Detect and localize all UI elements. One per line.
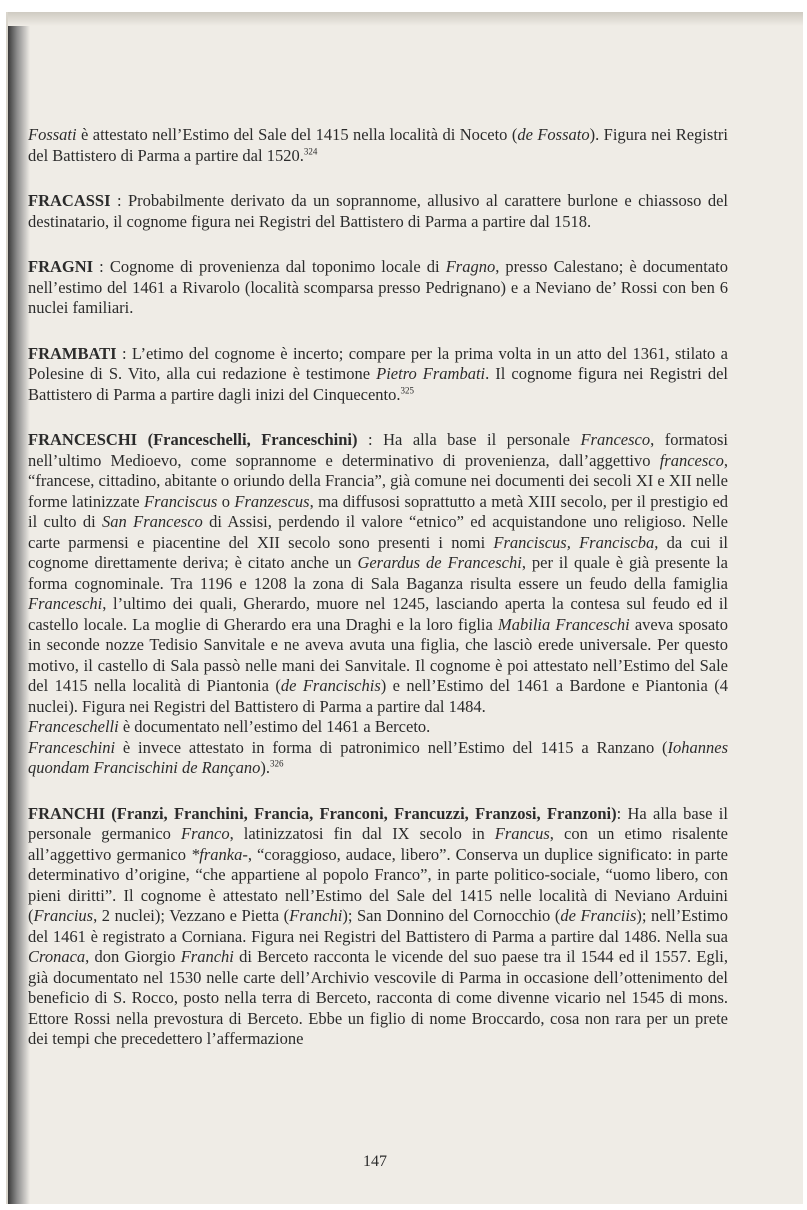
italic-term: Iohannes quondam Francischini de Rançano xyxy=(28,737,728,777)
text-run: di Berceto racconta le vicende del suo paese tra il 1544 ed il 1557. Egli, già documentato nel 1530 nelle carte dell’Archivio vescovile di Parma in occasione dell’ottenimento del beneficio di S. Rocco, posto nella terra di Berceto, racconta di come divenne vicario nel 1545 di mons. Ettore Rossi nella prevostura di Berceto. Ebbe un figlio di nome Broccardo, cosa non rara per un prete dei tempi che precedettero l’affermazione xyxy=(28,947,729,1048)
italic-term: Franchi xyxy=(289,906,343,925)
text-run: : Ha alla base il personale germanico xyxy=(28,803,728,843)
text-run: , 2 nuclei); Vezzano e Pietta ( xyxy=(93,906,290,925)
entry-lemma: FRAMBATI xyxy=(28,343,117,363)
italic-term: francesco xyxy=(659,450,724,470)
footnote-ref: 325 xyxy=(400,385,415,395)
text-run: . Il cognome figura nei Registri del Battistero di Parma a partire dagli inizi del Cinquecento. xyxy=(28,364,728,404)
entry-frambati xyxy=(28,344,728,406)
text-run: , con un etimo risalente all’aggettivo germanico xyxy=(28,824,728,864)
italic-term: Franceschini xyxy=(28,737,116,757)
text-run: , da cui il cognome direttamente deriva; è citato anche un xyxy=(28,532,728,572)
text-run: : Probabilmente derivato da un soprannome, allusivo al carattere burlone e chiassoso del destinatario, il cognome figura nei Registri del Battistero di Parma a partire dal 1518. xyxy=(28,191,728,231)
text-run: , latinizzatosi fin dal IX secolo in xyxy=(229,824,495,843)
footnote-ref: 324 xyxy=(303,146,318,156)
entry-fracassi xyxy=(28,191,728,232)
italic-term: Franceschelli xyxy=(28,717,119,736)
italic-term: Fossati xyxy=(28,125,77,144)
text-run: è invece attestato in forma di patronimico nell’Estimo del 1415 a Ranzano ( xyxy=(115,737,668,757)
text-run: di Assisi, perdendo il valore “etnico” ed acquistandone uno religioso. Nelle carte parmensi e piacentine del XII secolo sono presenti i nomi xyxy=(28,512,728,552)
italic-term: de Francischis xyxy=(280,676,381,695)
text-run: ); nell’Estimo del 1461 è registrato a Corniana. Figura nei Registri del Battistero di Parma a partire dal 1486. Nella sua xyxy=(28,906,728,946)
text-run: ) e nell’Estimo del 1461 a Bardone e Piantonia (4 nuclei). Figura nei Registri del Battistero di Parma a partire dal 1484. xyxy=(28,676,728,716)
text-run: è attestato nell’Estimo del Sale del 1415 nella località di Noceto ( xyxy=(76,125,518,144)
text-run: , don Giorgio xyxy=(85,947,181,966)
text-run: aveva sposato in seconde nozze Tedisio Sanvitale e ne aveva avuta una figlia, che lasciò erede universale. Per questo motivo, il castello di Sala passò nelle mani dei Sanvitale. Il cognome è poi attestato nell’Estimo del Sale del 1415 nella località di Piantonia ( xyxy=(28,614,728,695)
entry-franceschi-main xyxy=(28,430,728,717)
italic-term: de Franciis xyxy=(560,906,637,925)
footnote-ref: 326 xyxy=(269,758,284,769)
text-run: : L’etimo del cognome è incerto; compare per la prima volta in un atto del 1361, stilato a Polesine di S. Vito, alla cui redazione è testimone xyxy=(28,343,728,383)
italic-term: Francesco xyxy=(580,430,651,449)
entry-fragni xyxy=(28,257,728,319)
entry-franceschelli-note xyxy=(28,717,728,738)
entry-lemma: FRANCESCHI (Franceschelli, Franceschini) xyxy=(28,430,358,449)
italic-term: de Fossato xyxy=(517,125,590,144)
text-run: , per il quale è già presente la forma cognominale. Tra 1196 e 1208 la zona di Sala Baganza risulta essere un feudo della famiglia xyxy=(28,553,728,593)
text-run: : Ha alla base il personale xyxy=(357,430,581,449)
italic-term: Franciscus, Franciscba xyxy=(493,532,655,552)
italic-term: San Francesco xyxy=(102,512,203,531)
entry-franceschi xyxy=(28,430,728,779)
page-top-shadow xyxy=(8,12,803,26)
text-run: : Cognome di provenienza dal toponimo locale di xyxy=(93,257,446,276)
italic-term: Mabilia Franceschi xyxy=(498,614,630,634)
italic-term: Franzescus xyxy=(234,491,310,511)
italic-term: Franchi xyxy=(180,947,234,966)
text-run: , l’ultimo dei quali, Gherardo, muore nel 1245, lasciando aperta la contesa sul feudo ed il castello locale. La moglie di Gherardo era una Draghi e la loro figlia xyxy=(28,594,728,634)
entry-lemma: FRAGNI xyxy=(28,257,94,276)
italic-term: Fragno xyxy=(445,257,496,276)
italic-term: Francus xyxy=(494,824,550,843)
entry-lemma: FRACASSI xyxy=(28,191,111,210)
page-gutter-shadow xyxy=(8,12,30,1204)
italic-term: Francius xyxy=(33,906,94,925)
text-run: , “francese, cittadino, abitante o oriundo della Francia”, già comune nei documenti dei secoli XI e XII nelle forme latinizzate xyxy=(28,450,728,511)
text-run: , ma diffusosi soprattutto a metà XIII secolo, per il prestigio ed il culto di xyxy=(28,491,729,531)
italic-term: *franka- xyxy=(191,844,248,864)
entry-lemma: FRANCHI (Franzi, Franchini, Francia, Franconi, Francuzzi, Franzosi, Franzoni) xyxy=(28,803,617,823)
italic-term: Franceschi xyxy=(28,594,103,613)
book-page xyxy=(6,12,803,1204)
text-run: ); San Donnino del Cornocchio ( xyxy=(342,906,561,925)
italic-term: Franciscus xyxy=(144,491,218,511)
italic-term: Pietro Frambati xyxy=(376,364,486,383)
italic-term: Franco xyxy=(181,824,230,843)
entry-fossati-continuation xyxy=(28,125,728,166)
italic-term: Gerardus de Franceschi xyxy=(357,553,522,572)
text-run: , formatosi nell’ultimo Medioevo, come soprannome e determinativo di provenienza, dall’aggettivo xyxy=(28,430,728,470)
text-run: , presso Calestano; è documentato nell’estimo del 1461 a Rivarolo (località scomparsa presso Pedrignano) e a Neviano de’ Rossi con ben 6 nuclei familiari. xyxy=(28,257,729,317)
text-run: o xyxy=(217,491,235,511)
page-number: 147 xyxy=(363,1153,387,1170)
text-run: ). xyxy=(260,758,270,777)
page-text xyxy=(28,125,728,1075)
entry-franchi xyxy=(28,804,728,1050)
entry-franceschini-note xyxy=(28,738,728,779)
italic-term: Cronaca xyxy=(28,947,86,966)
text-run: , “coraggioso, audace, libero”. Conserva un duplice significato: in parte determinativo d’origine, “che appartiene al popolo Franco”, in parte politico-sociale, “uomo libero, con pieni diritti”. Il cognome è attestato nell’Estimo del Sale del 1415 nelle località di Neviano Arduini ( xyxy=(28,844,728,925)
text-run: ). Figura nei Registri del Battistero di Parma a partire dal 1520. xyxy=(28,125,728,165)
text-run: è documentato nell’estimo del 1461 a Berceto. xyxy=(118,717,431,736)
